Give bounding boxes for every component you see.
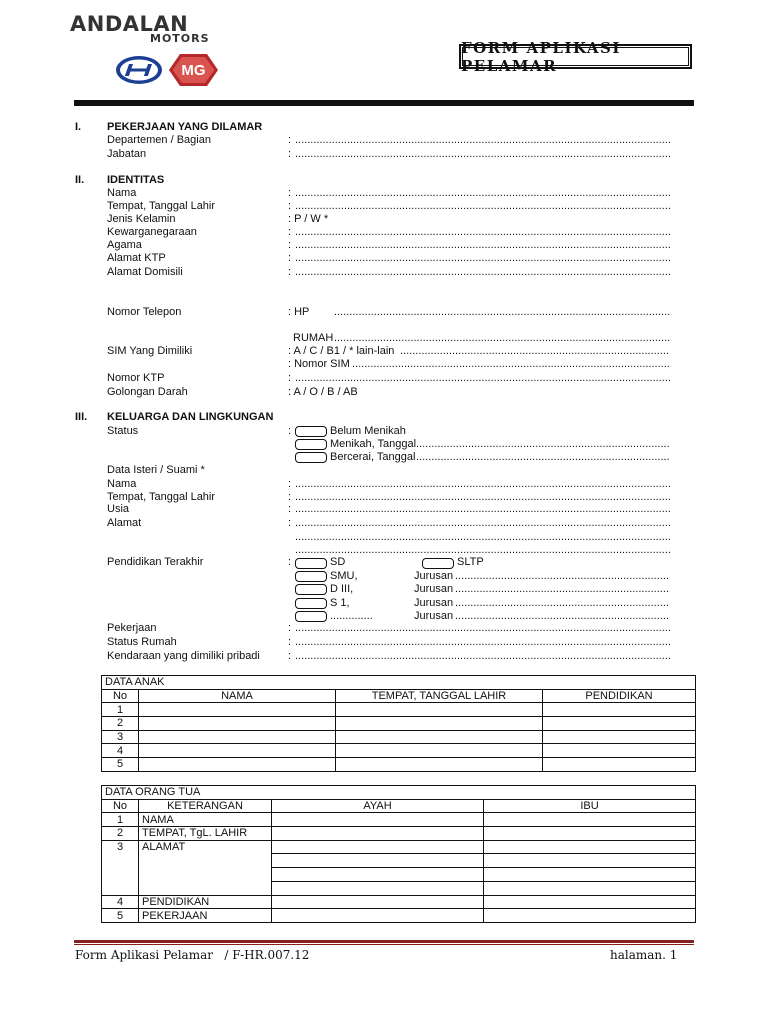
field-pekerjaan[interactable] [295,622,670,635]
field-jurusan-smu[interactable] [455,570,670,583]
colon: : [288,252,292,264]
row-number: 1 [102,813,139,827]
field-alamat-ktp[interactable] [295,252,670,265]
cell-ibu[interactable] [484,868,696,882]
cell-ayah[interactable] [272,868,484,882]
cell-ibu[interactable] [484,827,696,841]
cell-nama[interactable] [139,730,336,744]
field-jurusan-d3[interactable] [455,583,670,596]
field-jurusan-s1[interactable] [455,597,670,610]
field-pendidikan-lain[interactable]: .............. [330,610,373,622]
field-status-rumah[interactable] [295,636,670,649]
cell-pendidikan[interactable] [543,703,696,717]
row-number: 2 [102,827,139,841]
field-ttl[interactable] [295,200,670,213]
section-title-1: PEKERJAAN YANG DILAMAR [107,121,263,133]
field-golongan-darah[interactable]: : A / O / B / AB [288,386,358,398]
cell-ibu[interactable] [484,813,696,827]
cell-ttl[interactable] [336,744,543,758]
field-agama[interactable] [295,239,670,252]
field-label-alamat-domisili: Alamat Domisili [107,266,183,278]
field-label-ttl-pasangan: Tempat, Tanggal Lahir [107,491,216,503]
cell-nama[interactable] [139,744,336,758]
field-tanggal-bercerai[interactable] [416,451,670,464]
row-number: 5 [102,758,139,772]
svg-text:MG: MG [181,62,206,79]
table-row [102,827,696,841]
checkbox-smu[interactable] [295,571,327,582]
column-header: NAMA [139,689,336,703]
colon: : [288,226,292,238]
label-jurusan: Jurusan [414,583,454,595]
colon: : [288,622,292,634]
row-number: 5 [102,909,139,923]
checkbox-belum-menikah[interactable] [295,426,327,437]
colon: : [288,148,292,160]
column-header: KETERANGAN [139,799,272,813]
field-label-nomor-ktp: Nomor KTP [107,372,165,384]
colon: : [288,650,292,662]
label-sltp: SLTP [457,556,484,568]
label-bercerai: Bercerai, Tanggal [330,451,416,463]
table-data-orang-tua [101,785,696,923]
label-sd: SD [330,556,346,568]
row-number: 2 [102,717,139,731]
cell-nama[interactable] [139,758,336,772]
label-nomor-sim: : Nomor SIM [288,358,350,370]
field-nomor-ktp[interactable] [295,372,670,385]
table-data-anak [101,675,696,772]
field-label-golongan-darah: Golongan Darah [107,386,188,398]
field-label-kendaraan: Kendaraan yang dimiliki pribadi [107,650,260,662]
field-tanggal-menikah[interactable] [416,438,670,451]
row-label: ALAMAT [139,840,272,895]
footer-divider-thin [74,944,694,945]
cell-ttl[interactable] [336,703,543,717]
checkbox-sd[interactable] [295,558,327,569]
field-kendaraan[interactable] [295,650,670,663]
field-sim-lain[interactable] [400,345,670,358]
field-alamat-domisili[interactable] [295,266,670,279]
cell-pendidikan[interactable] [543,744,696,758]
field-label-agama: Agama [107,239,142,251]
section-title-2: IDENTITAS [107,174,165,186]
field-alamat-pasangan[interactable] [295,517,670,530]
label-jurusan: Jurusan [414,570,454,582]
field-label-telepon: Nomor Telepon [107,306,182,318]
colon: : [288,200,292,212]
label-s1: S 1, [330,597,350,609]
field-label-usia: Usia [107,503,130,515]
colon: : [288,636,292,648]
cell-pendidikan[interactable] [543,717,696,731]
header-divider [74,100,694,106]
cell-nama[interactable] [139,717,336,731]
cell-ibu[interactable] [484,840,696,854]
field-nama[interactable] [295,187,670,200]
cell-ayah[interactable] [272,895,484,909]
colon: : [288,425,292,437]
table-row [102,909,696,923]
label-menikah: Menikah, Tanggal [330,438,417,450]
section-number-2: II. [75,174,85,186]
table-row [102,758,696,772]
label-jurusan: Jurusan [414,597,454,609]
field-label-ttl: Tempat, Tanggal Lahir [107,200,216,212]
field-telepon-hp[interactable] [334,306,671,319]
hyundai-logo-icon [116,56,162,84]
section-number-3: III. [75,411,88,423]
table-row [102,717,696,731]
field-alamat-pasangan-2[interactable] [295,531,670,544]
label-d3: D III, [330,583,354,595]
mg-logo-icon [169,54,218,86]
label-rumah: RUMAH [293,332,334,344]
field-telepon-rumah[interactable] [334,332,671,345]
cell-nama[interactable] [139,703,336,717]
column-header: AYAH [272,799,484,813]
row-number: 4 [102,744,139,758]
label-hp: : HP [288,306,310,318]
row-number: 3 [102,840,139,895]
label-data-pasangan: Data Isteri / Suami * [107,464,205,476]
row-number: 4 [102,895,139,909]
table-row [102,840,696,854]
footer-divider [74,940,694,943]
checkbox-lainnya[interactable] [295,611,327,622]
company-logo-subtext: MOTORS [150,32,210,45]
field-label-alamat-pasangan: Alamat [107,517,142,529]
row-label: PEKERJAAN [139,909,272,923]
table-row [102,703,696,717]
cell-ayah[interactable] [272,909,484,923]
field-label-alamat-ktp: Alamat KTP [107,252,166,264]
checkbox-menikah[interactable] [295,439,327,450]
field-label-nama-pasangan: Nama [107,478,137,490]
table-row [102,744,696,758]
field-label-nama: Nama [107,187,137,199]
cell-ayah[interactable] [272,854,484,868]
column-header: IBU [484,799,696,813]
table-title: DATA ANAK [102,676,696,690]
table-row [102,813,696,827]
checkbox-sltp[interactable] [422,558,454,569]
field-label-departemen: Departemen / Bagian [107,134,211,146]
field-nama-pasangan[interactable] [295,478,670,491]
row-label: PENDIDIKAN [139,895,272,909]
label-smu: SMU, [330,570,358,582]
cell-ayah[interactable] [272,827,484,841]
colon: : [288,478,292,490]
field-label-jabatan: Jabatan [107,148,147,160]
colon: : [288,372,292,384]
field-label-pekerjaan: Pekerjaan [107,622,157,634]
cell-ayah[interactable] [272,840,484,854]
brand-logos [115,50,225,90]
footer-page-number: halaman. 1 [610,948,678,962]
cell-ttl[interactable] [336,730,543,744]
field-kewarganegaraan[interactable] [295,226,670,239]
cell-ttl[interactable] [336,717,543,731]
column-header: No [102,799,139,813]
column-header: PENDIDIKAN [543,689,696,703]
row-label: TEMPAT, TgL. LAHIR [139,827,272,841]
cell-pendidikan[interactable] [543,730,696,744]
section-number-1: I. [75,121,82,133]
checkbox-s1[interactable] [295,598,327,609]
cell-ibu[interactable] [484,909,696,923]
label-belum-menikah: Belum Menikah [330,425,406,437]
colon: : [288,556,292,568]
field-label-status-rumah: Status Rumah [107,636,177,648]
section-title-3: KELUARGA DAN LINGKUNGAN [107,411,274,423]
row-number: 3 [102,730,139,744]
cell-ayah[interactable] [272,813,484,827]
row-label: NAMA [139,813,272,827]
row-number: 1 [102,703,139,717]
colon: : [288,491,292,503]
field-usia[interactable] [295,503,670,516]
field-jenis-kelamin[interactable]: : P / W * [288,213,329,225]
column-header: No [102,689,139,703]
field-label-kewarganegaraan: Kewarganegaraan [107,226,197,238]
cell-ibu[interactable] [484,895,696,909]
table-row [102,895,696,909]
cell-ttl[interactable] [336,758,543,772]
colon: : [288,517,292,529]
cell-ayah[interactable] [272,881,484,895]
form-title: FORM APLIKASI PELAMAR [459,44,692,69]
checkbox-bercerai[interactable] [295,452,327,463]
colon: : [288,266,292,278]
label-jurusan: Jurusan [414,610,454,622]
field-label-sim: SIM Yang Dimiliki [107,345,193,357]
footer-form-code: Form Aplikasi Pelamar / F-HR.007.12 [75,948,310,962]
cell-ibu[interactable] [484,881,696,895]
field-label-pendidikan: Pendidikan Terakhir [107,556,204,568]
field-jabatan[interactable] [295,148,670,161]
field-sim-options[interactable]: : A / C / B1 / * lain-lain [288,345,395,357]
field-nomor-sim[interactable] [352,358,671,371]
field-label-jenis-kelamin: Jenis Kelamin [107,213,176,225]
colon: : [288,187,292,199]
cell-pendidikan[interactable] [543,758,696,772]
table-title: DATA ORANG TUA [102,786,696,800]
field-departemen[interactable] [295,134,670,147]
column-header: TEMPAT, TANGGAL LAHIR [336,689,543,703]
field-label-status: Status [107,425,139,437]
colon: : [288,134,292,146]
table-row [102,730,696,744]
colon: : [288,239,292,251]
cell-ibu[interactable] [484,854,696,868]
checkbox-d3[interactable] [295,584,327,595]
colon: : [288,503,292,515]
company-logo-text: ANDALAN [70,12,189,36]
